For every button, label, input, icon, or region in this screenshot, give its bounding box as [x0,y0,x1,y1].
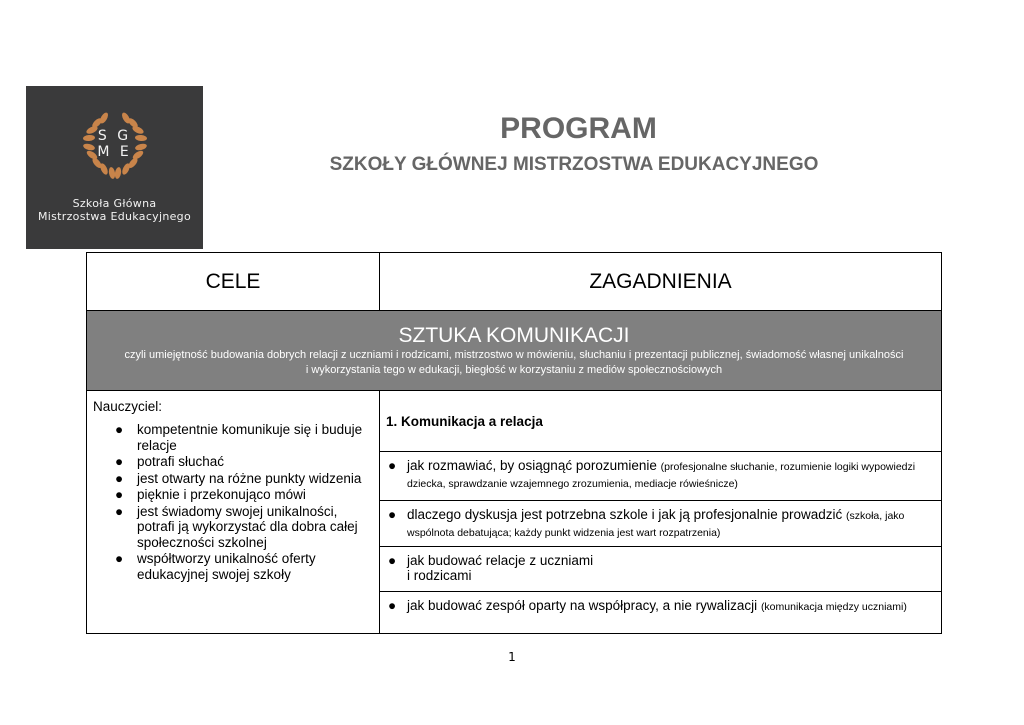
section-description-line2: i wykorzystania tego w edukacji, biegłość w korzystaniu z mediów społecznościowych [305,363,723,376]
page-title: PROGRAM [500,112,657,145]
topic-item: ● jak rozmawiać, by osiągnąć porozumienie (profesjonalne słuchanie, rozumienie logiki wypowiedzi dziecka, sprawdzanie wzajemnego zrozumienia, mediacje rówieśnicze) [380,452,941,501]
bullet-icon: ● [115,422,124,437]
page-number: 1 [508,650,516,664]
bullet-icon: ● [115,454,124,469]
list-item: ● potrafi słuchać [115,454,225,469]
list-item: ● pięknie i przekonująco mówi [115,487,306,502]
school-logo [26,86,203,249]
page-subtitle: SZKOŁY GŁÓWNEJ MISTRZOSTWA EDUKACYJNEGO [329,154,819,175]
bullet-icon: ● [115,503,124,519]
column-header-cele: CELE [87,253,380,311]
list-item: ● kompetentnie komunikuje się i buduje relacje [115,422,363,453]
section-description-line1: czyli umiejętność budowania dobrych relacji z uczniami i rodzicami, mistrzostwo w mówieniu, słuchaniu i prezentacji publicznej, świadomość własnej unikalności [124,348,904,361]
logo-initials-line2: M E [97,144,132,160]
topics-list [380,391,941,633]
program-table [86,252,942,634]
goals-cell [87,391,380,634]
bullet-icon: ● [388,507,397,522]
bullet-icon: ● [115,551,124,566]
teacher-label: Nauczyciel: [93,399,163,414]
section-title: SZTUKA KOMUNIKACJI [398,323,630,347]
topics-cell [380,391,942,634]
bullet-icon: ● [388,458,397,473]
bullet-icon: ● [115,470,124,486]
logo-name-line2: Mistrzostwa Edukacyjnego [38,210,191,223]
list-item: ● jest otwarty na różne punkty widzenia [115,470,362,486]
table-header-row [87,253,942,311]
list-item: ● współtworzy unikalność oferty edukacyjnej swojej szkoły [115,551,316,582]
bullet-icon: ● [115,487,124,502]
goals-list [93,422,373,582]
section-cell [87,311,942,391]
topic-item: ● jak budować relacje z uczniami i rodzicami [380,547,941,592]
section-row [87,311,942,391]
logo-name-line1: Szkoła Główna [72,197,157,210]
column-header-zagadnienia: ZAGADNIENIA [380,253,942,311]
topic-item: ● dlaczego dyskusja jest potrzebna szkole i jak ją profesjonalnie prowadzić (szkoła, jako wspólnota debatująca; każdy punkt widzenia jest wart rozpatrzenia) [380,501,941,547]
logo-initials-line1: S G [97,128,132,144]
topic-item: ● jak budować zespół oparty na współpracy, a nie rywalizacji (komunikacja między uczniami) [388,598,907,613]
bullet-icon: ● [388,598,397,613]
content-row [87,391,942,634]
topic-heading: 1. Komunikacja a relacja [380,391,941,452]
bullet-icon: ● [388,553,397,568]
list-item: ● jest świadomy swojej unikalności, potrafi ją wykorzystać dla dobra całej społeczności szkolnej [115,503,358,550]
